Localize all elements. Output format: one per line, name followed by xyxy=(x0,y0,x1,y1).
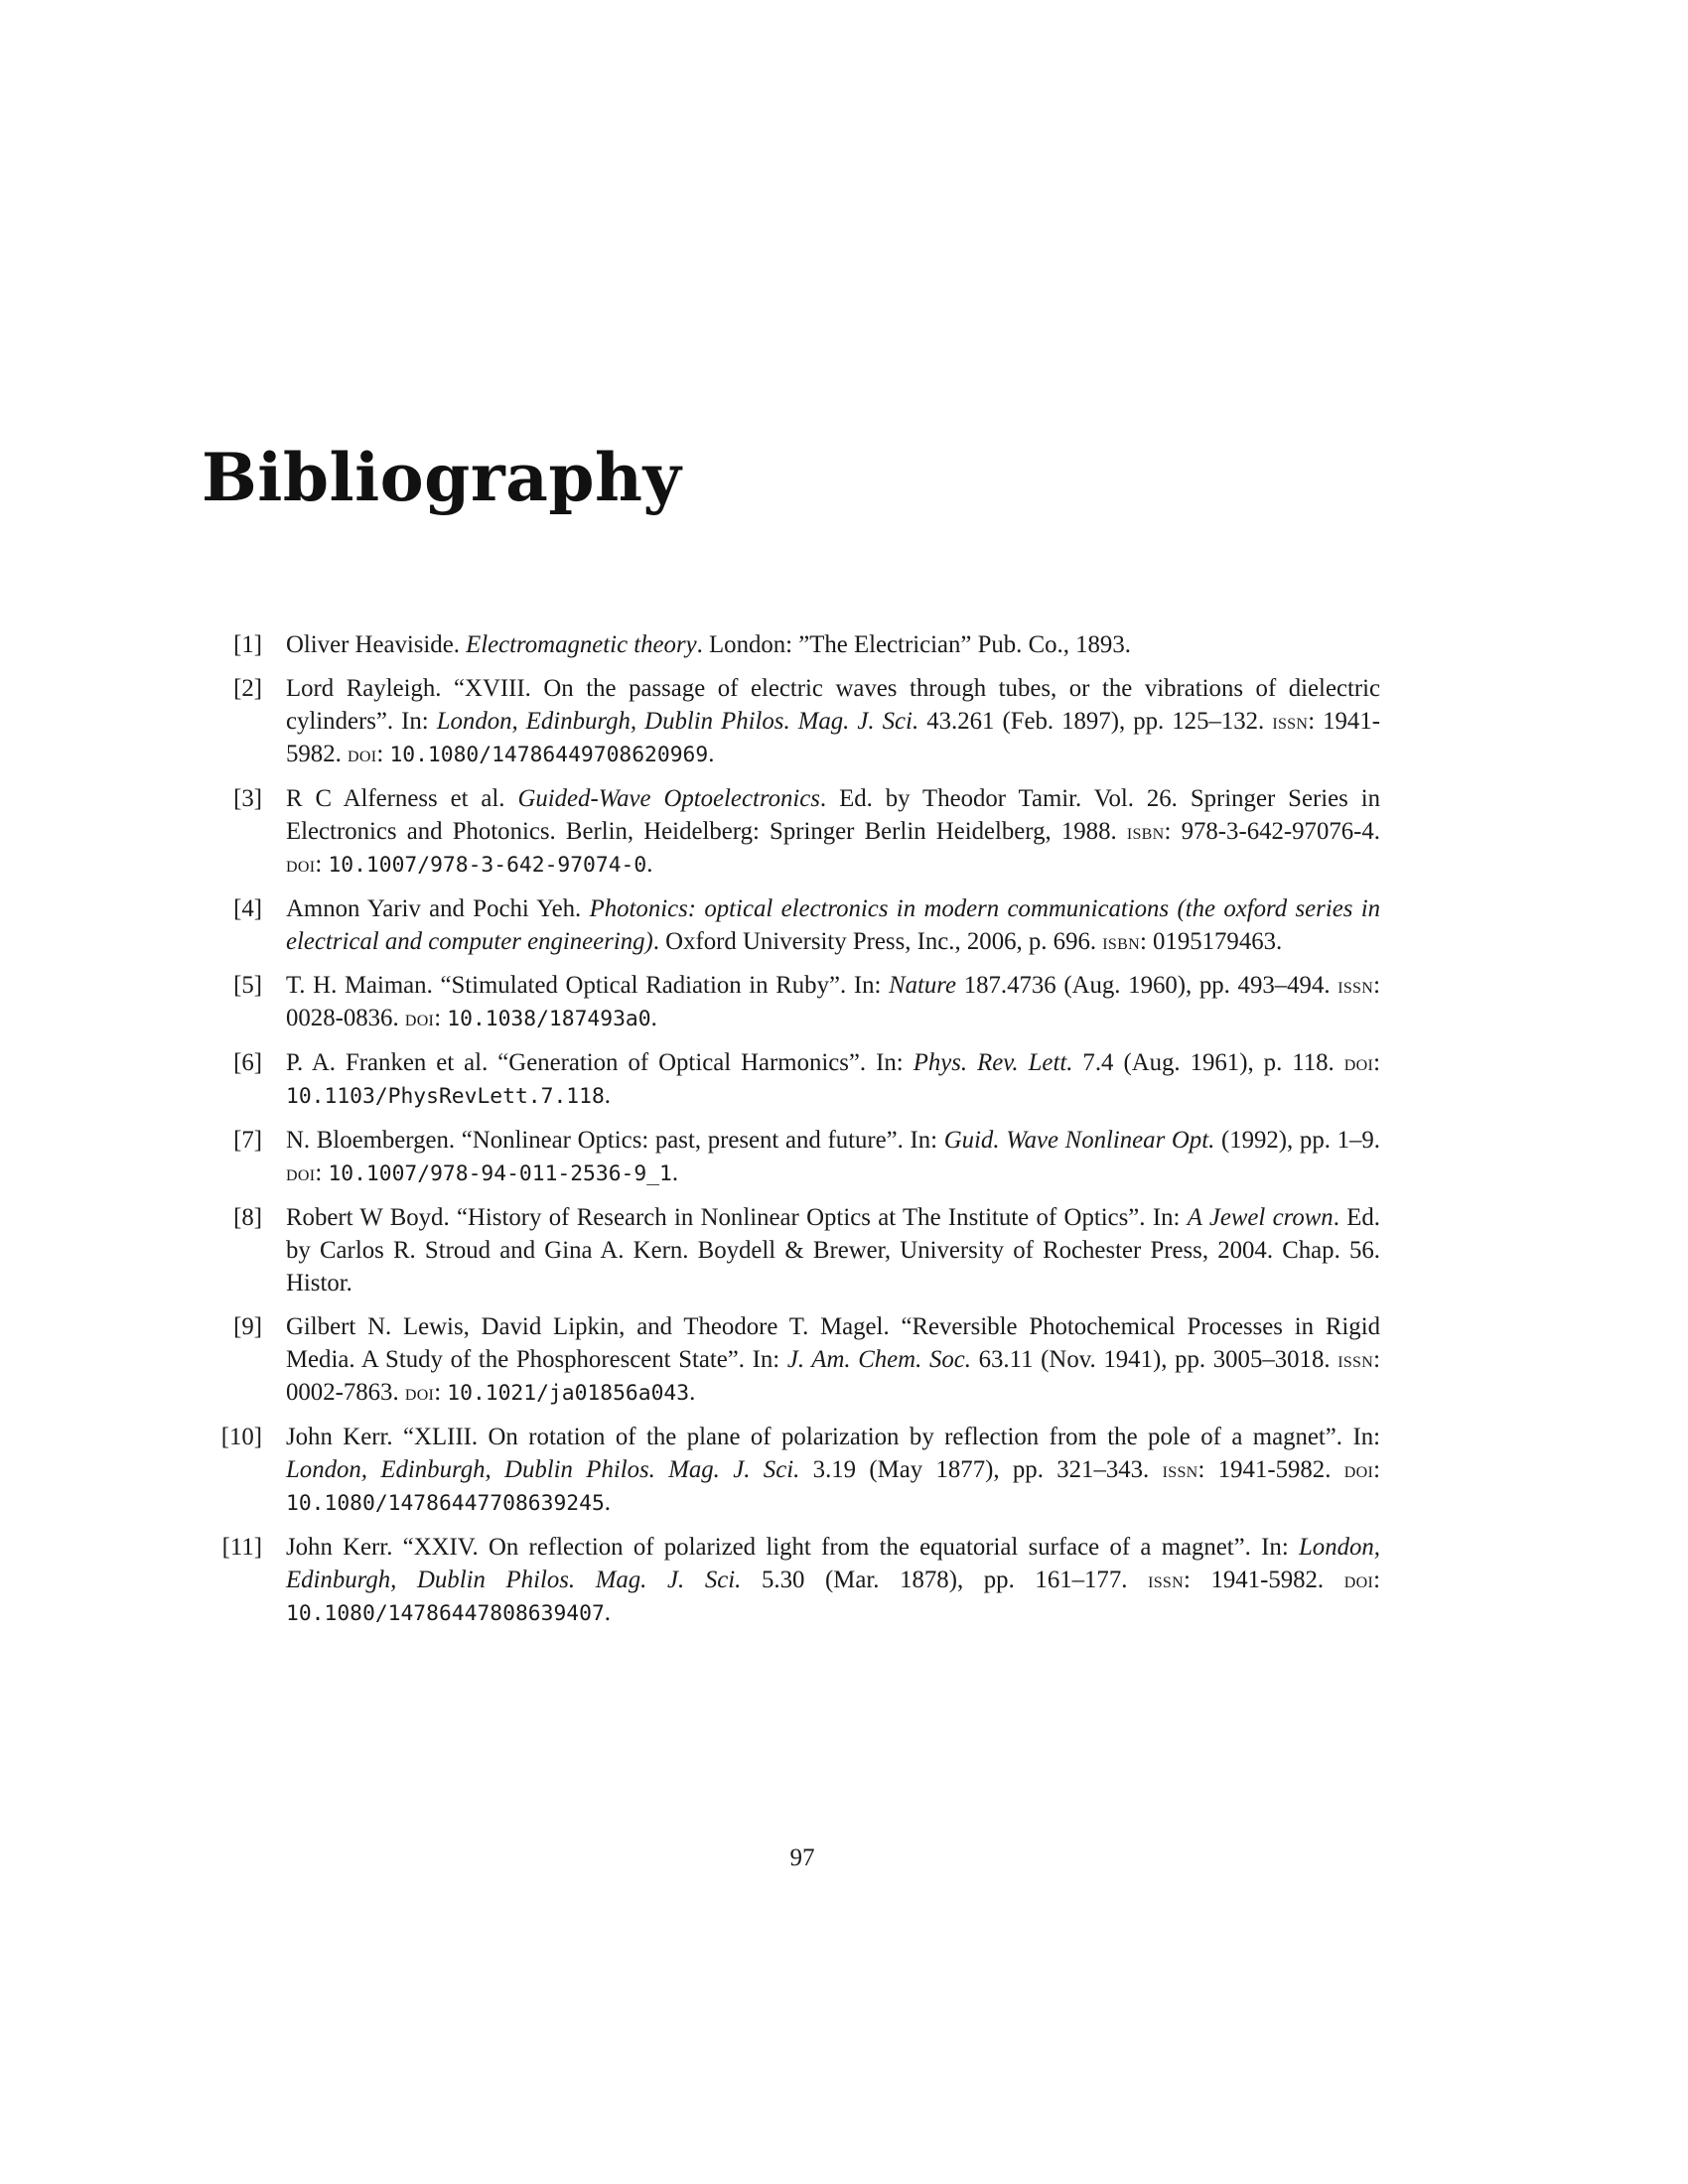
doi-value: 10.1038/187493a0 xyxy=(447,1007,651,1031)
bib-entry-label: [2] xyxy=(233,675,262,702)
doi-value: 10.1103/PhysRevLett.7.118 xyxy=(286,1084,605,1109)
bib-italic-title: Guid. Wave Nonlinear Opt. xyxy=(943,1127,1215,1154)
bib-text-segment: . xyxy=(646,851,653,878)
bib-entry-label: [3] xyxy=(233,785,262,812)
bib-identifier-tag: issn xyxy=(1337,1347,1374,1372)
chapter-title: Bibliography xyxy=(202,439,682,516)
bib-identifier-tag: doi xyxy=(348,742,377,766)
bib-text-segment: . xyxy=(604,1599,611,1626)
bib-text-segment: Robert W Boyd. “History of Research in Nonlinear Optics at The Institute of Optics”. In: xyxy=(286,1204,1188,1231)
bib-text-segment: : xyxy=(1373,1456,1381,1483)
bib-entry-text xyxy=(286,1531,1380,1630)
bib-text-segment: : 978-3-642-97076-4. xyxy=(1164,818,1380,845)
bib-entry-text xyxy=(286,1310,1380,1410)
page-number: 97 xyxy=(789,1844,815,1871)
bib-italic-title: Photonics: optical electronics in modern communications (the oxford series in electrical and computer engineering) xyxy=(286,895,1380,955)
bib-text-segment: . xyxy=(689,1379,696,1406)
bib-text-segment: Oliver Heaviside. xyxy=(286,631,467,658)
bib-text-segment: : xyxy=(1373,1567,1381,1593)
bib-text-segment: 63.11 (Nov. 1941), pp. 3005–3018. xyxy=(970,1346,1338,1373)
bibliography-list xyxy=(216,628,1380,1641)
bib-text-segment: 187.4736 (Aug. 1960), pp. 493–494. xyxy=(956,972,1338,999)
bib-text-segment: . xyxy=(604,1489,611,1516)
doi-value: 10.1080/14786449708620969 xyxy=(389,743,709,767)
bib-entry-text xyxy=(286,969,1380,1035)
bib-identifier-tag: doi xyxy=(404,1006,435,1030)
bib-text-segment: P. A. Franken et al. “Generation of Optical Harmonics”. In: xyxy=(286,1049,914,1076)
bib-identifier-tag: doi xyxy=(404,1380,435,1405)
bib-entry xyxy=(216,672,1380,771)
bib-entry-label: [1] xyxy=(233,631,262,658)
bib-text-segment: : 0195179463. xyxy=(1139,928,1283,955)
bib-text-segment: (1992), pp. 1–9. xyxy=(1214,1127,1380,1154)
bib-entry xyxy=(216,1046,1380,1113)
bib-text-segment: : 0028-0836. xyxy=(286,972,1380,1031)
bib-text-segment: 3.19 (May 1877), pp. 321–343. xyxy=(799,1456,1163,1483)
bib-text-segment: . xyxy=(650,1005,657,1031)
bib-italic-title: London, Edinburgh, Dublin Philos. Mag. J. Sci. xyxy=(286,1534,1380,1593)
bib-text-segment: . xyxy=(671,1160,679,1186)
doi-value: 10.1080/14786447808639407 xyxy=(286,1601,605,1626)
bib-entry-text xyxy=(286,1201,1380,1299)
bib-text-segment: Amnon Yariv and Pochi Yeh. xyxy=(286,895,590,922)
bib-text-segment: : xyxy=(1373,1049,1381,1076)
bib-entry-text xyxy=(286,1421,1380,1520)
bib-entry-label: [11] xyxy=(221,1534,262,1561)
bib-text-segment: : 1941-5982. xyxy=(1197,1456,1344,1483)
bib-identifier-tag: isbn xyxy=(1102,929,1140,954)
doi-value: 10.1080/14786447708639245 xyxy=(286,1491,605,1516)
bib-identifier-tag: doi xyxy=(1343,1568,1374,1592)
bib-entry xyxy=(216,1310,1380,1410)
bib-identifier-tag: issn xyxy=(1337,973,1374,998)
bib-entry-text xyxy=(286,1046,1380,1113)
doi-value: 10.1007/978-94-011-2536-9_1 xyxy=(328,1161,672,1186)
bib-text-segment: John Kerr. “XXIV. On reflection of polarized light from the equatorial surface of a magnet”. In: xyxy=(286,1534,1300,1561)
bib-text-segment: R C Alferness et al. xyxy=(286,785,518,812)
bib-entry-label: [8] xyxy=(233,1204,262,1231)
bib-entry-text xyxy=(286,628,1380,661)
bib-text-segment: Gilbert N. Lewis, David Lipkin, and Theodore T. Magel. “Reversible Photochemical Processes in Rigid Media. A Study of the Phosphorescent State”. In: xyxy=(286,1313,1380,1373)
bib-entry xyxy=(216,1201,1380,1299)
doi-value: 10.1007/978-3-642-97074-0 xyxy=(328,853,647,878)
bib-identifier-tag: doi xyxy=(1343,1457,1374,1482)
bib-text-segment: : xyxy=(376,741,390,767)
bib-italic-title: A Jewel crown xyxy=(1187,1204,1334,1231)
bib-identifier-tag: issn xyxy=(1272,709,1309,734)
bib-text-segment: . Ed. by Theodor Tamir. Vol. 26. Springer Series in Electronics and Photonics. Berlin, Heidelberg: Springer Berlin Heidelberg, 1988. xyxy=(286,785,1380,845)
bib-italic-title: J. Am. Chem. Soc. xyxy=(786,1346,971,1373)
bib-italic-title: London, Edinburgh, Dublin Philos. Mag. J. Sci. xyxy=(436,708,919,735)
bib-identifier-tag: doi xyxy=(1343,1050,1374,1075)
bib-text-segment: : 1941-5982. xyxy=(1183,1567,1344,1593)
bib-text-segment: : xyxy=(434,1005,448,1031)
bib-text-segment: John Kerr. “XLIII. On rotation of the plane of polarization by reflection from the pole of a magnet”. In: xyxy=(286,1424,1380,1450)
bib-entry xyxy=(216,969,1380,1035)
bib-entry-label: [7] xyxy=(233,1127,262,1154)
bib-entry xyxy=(216,892,1380,958)
bib-entry-label: [6] xyxy=(233,1049,262,1076)
bib-entry-label: [10] xyxy=(220,1424,262,1450)
bib-text-segment: : xyxy=(315,851,329,878)
bib-text-segment: T. H. Maiman. “Stimulated Optical Radiation in Ruby”. In: xyxy=(286,972,890,999)
bib-text-segment: : xyxy=(315,1160,329,1186)
bib-entry-text xyxy=(286,892,1380,958)
bib-text-segment: 5.30 (Mar. 1878), pp. 161–177. xyxy=(741,1567,1149,1593)
bib-italic-title: Guided-Wave Optoelectronics xyxy=(517,785,820,812)
bib-text-segment: : 0002-7863. xyxy=(286,1346,1380,1406)
bib-italic-title: Nature xyxy=(889,972,957,999)
bib-identifier-tag: isbn xyxy=(1126,819,1165,844)
doi-value: 10.1021/ja01856a043 xyxy=(447,1381,690,1406)
bib-text-segment: 43.261 (Feb. 1897), pp. 125–132. xyxy=(918,708,1273,735)
bib-identifier-tag: doi xyxy=(286,1160,316,1185)
bib-text-segment: 7.4 (Aug. 1961), p. 118. xyxy=(1072,1049,1344,1076)
bib-entry xyxy=(216,782,1380,882)
bib-entry-label: [4] xyxy=(233,895,262,922)
bib-entry xyxy=(216,1531,1380,1630)
bib-entry-label: [5] xyxy=(233,972,262,999)
bib-text-segment: . Ed. by Carlos R. Stroud and Gina A. Kern. Boydell & Brewer, University of Rochester Press, 2004. Chap. 56. Histor. xyxy=(286,1204,1381,1297)
bib-text-segment: Lord Rayleigh. “XVIII. On the passage of electric waves through tubes, or the vibrations of dielectric cylinders”. In: xyxy=(286,675,1380,735)
bib-text-segment: . Oxford University Press, Inc., 2006, p. 696. xyxy=(652,928,1103,955)
bib-entry xyxy=(216,628,1380,661)
bib-entry-text xyxy=(286,672,1380,771)
bib-text-segment: : 1941-5982. xyxy=(286,708,1380,767)
bib-entry-text xyxy=(286,1124,1380,1190)
bib-text-segment: : xyxy=(434,1379,448,1406)
bib-text-segment: . xyxy=(708,741,715,767)
bib-identifier-tag: issn xyxy=(1148,1568,1184,1592)
bib-italic-title: London, Edinburgh, Dublin Philos. Mag. J. Sci. xyxy=(286,1456,800,1483)
bib-italic-title: Electromagnetic theory xyxy=(466,631,697,658)
bib-text-segment: N. Bloembergen. “Nonlinear Optics: past, present and future”. In: xyxy=(286,1127,944,1154)
bib-text-segment: . xyxy=(604,1082,611,1109)
bib-entry xyxy=(216,1124,1380,1190)
bib-identifier-tag: issn xyxy=(1162,1457,1198,1482)
bib-entry-label: [9] xyxy=(233,1313,262,1340)
bib-entry xyxy=(216,1421,1380,1520)
bib-entry-text xyxy=(286,782,1380,882)
bib-identifier-tag: doi xyxy=(286,852,316,877)
bib-italic-title: Phys. Rev. Lett. xyxy=(913,1049,1073,1076)
bib-text-segment: . London: ”The Electrician” Pub. Co., 1893. xyxy=(696,631,1131,658)
